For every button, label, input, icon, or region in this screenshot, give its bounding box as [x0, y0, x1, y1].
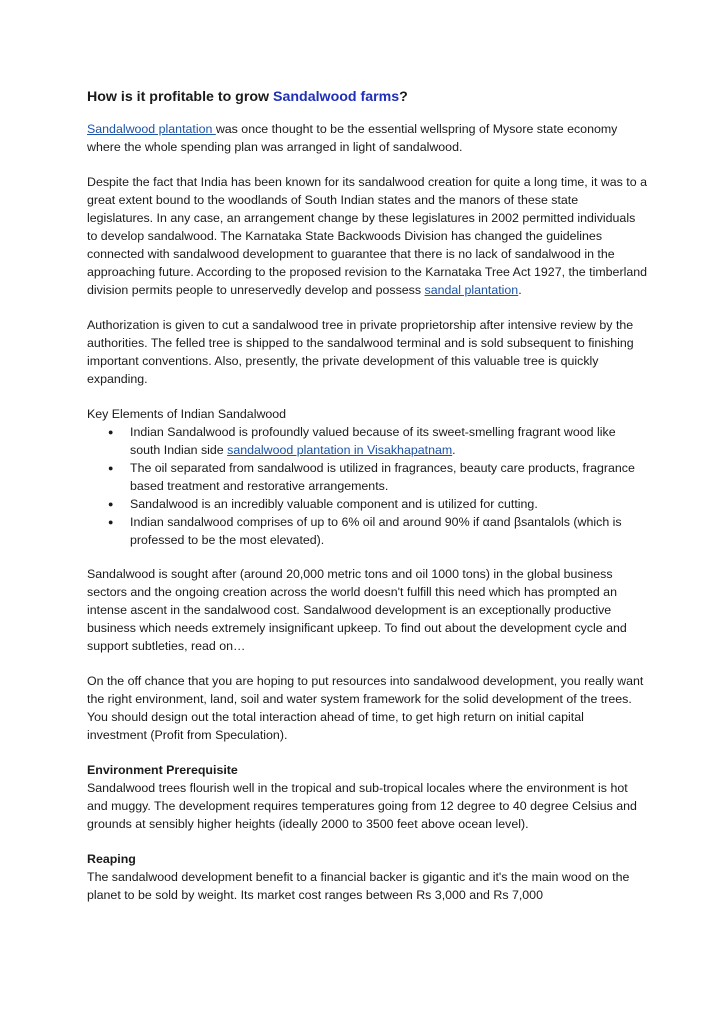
- key-elements-list: [87, 423, 647, 549]
- list-item: ● The oil separated from sandalwood is utilized in fragrances, beauty care products, fragrance based treatment and restorative arrangements.: [130, 459, 647, 495]
- environment-section: [87, 761, 647, 833]
- environment-heading: Environment Prerequisite: [87, 763, 238, 777]
- sandalwood-plantation-link[interactable]: Sandalwood plantation: [87, 122, 216, 136]
- document-page: [87, 78, 647, 921]
- authorization-paragraph: Authorization is given to cut a sandalwood tree in private proprietorship after intensive review by the authorities. The felled tree is shipped to the sandalwood terminal and is sold subsequent to finishing important conventions. Also, presently, the private development of this valuable tree is quickly expanding.: [87, 318, 634, 386]
- visakhapatnam-plantation-link[interactable]: sandalwood plantation in Visakhapatnam: [227, 443, 453, 457]
- key-elements-heading: Key Elements of Indian Sandalwood: [87, 407, 287, 421]
- history-text: Despite the fact that India has been known for its sandalwood creation for quite a long time, it was to a great extent bound to the woodlands of South Indian states and the manors of these state legislatures. In any case, an arrangement change by these legislatures in 2002 permitted individuals to develop sandalwood. The Karnataka State Backwoods Division has changed the guidelines connected with sandalwood development to guarantee that there is no lack of sandalwood in the approaching future. According to the proposed revision to the Karnataka Tree Act 1927, the timberland division permits people to unreservedly develop and possess: [87, 175, 647, 297]
- history-paragraph: [87, 173, 647, 299]
- intro-paragraph: [87, 120, 647, 156]
- intro-text: was once thought to be the essential wellspring of Mysore state economy where the whole spending plan was arranged in light of sandalwood.: [87, 122, 618, 154]
- list-item: [130, 423, 647, 459]
- title-suffix: ?: [399, 89, 408, 105]
- reaping-heading: Reaping: [87, 852, 136, 866]
- demand-paragraph: Sandalwood is sought after (around 20,000 metric tons and oil 1000 tons) in the global business sectors and the ongoing creation across the world doesn't fulfill this need which has prompted an intense ascent in the sandalwood cost. Sandalwood development is an exceptionally productive business which needs extremely insignificant upkeep. To find out about the development cycle and support subtleties, read on…: [87, 567, 627, 653]
- sandal-plantation-link[interactable]: sandal plantation: [424, 283, 519, 297]
- title-prefix: How is it profitable to grow: [87, 89, 274, 105]
- investment-paragraph: On the off chance that you are hoping to put resources into sandalwood development, you really want the right environment, land, soil and water system framework for the solid development of the trees. You should design out the total interaction ahead of time, to get high return on initial capital investment (Profit from Speculation).: [87, 674, 644, 742]
- title-highlight: Sandalwood farms: [273, 89, 400, 105]
- reaping-section: [87, 850, 647, 904]
- reaping-text: The sandalwood development benefit to a financial backer is gigantic and it's the main wood on the planet to be sold by weight. Its market cost ranges between Rs 3,000 and Rs 7,000: [87, 870, 630, 902]
- page-title: [87, 87, 647, 107]
- list-item-end: .: [452, 443, 456, 457]
- list-item: ● Indian sandalwood comprises of up to 6% oil and around 90% if αand βsantalols (which is professed to be the most elevated).: [130, 513, 647, 549]
- environment-text: Sandalwood trees flourish well in the tropical and sub-tropical locales where the environment is hot and muggy. The development requires temperatures going from 12 degree to 40 degree Celsius and grounds at sensibly higher heights (ideally 2000 to 3500 feet above ocean level).: [87, 781, 637, 831]
- history-end: .: [518, 283, 522, 297]
- list-item: ● Sandalwood is an incredibly valuable component and is utilized for cutting.: [130, 495, 647, 513]
- list-item-text: Indian Sandalwood is profoundly valued because of its sweet-smelling fragrant wood like south Indian side: [130, 425, 616, 457]
